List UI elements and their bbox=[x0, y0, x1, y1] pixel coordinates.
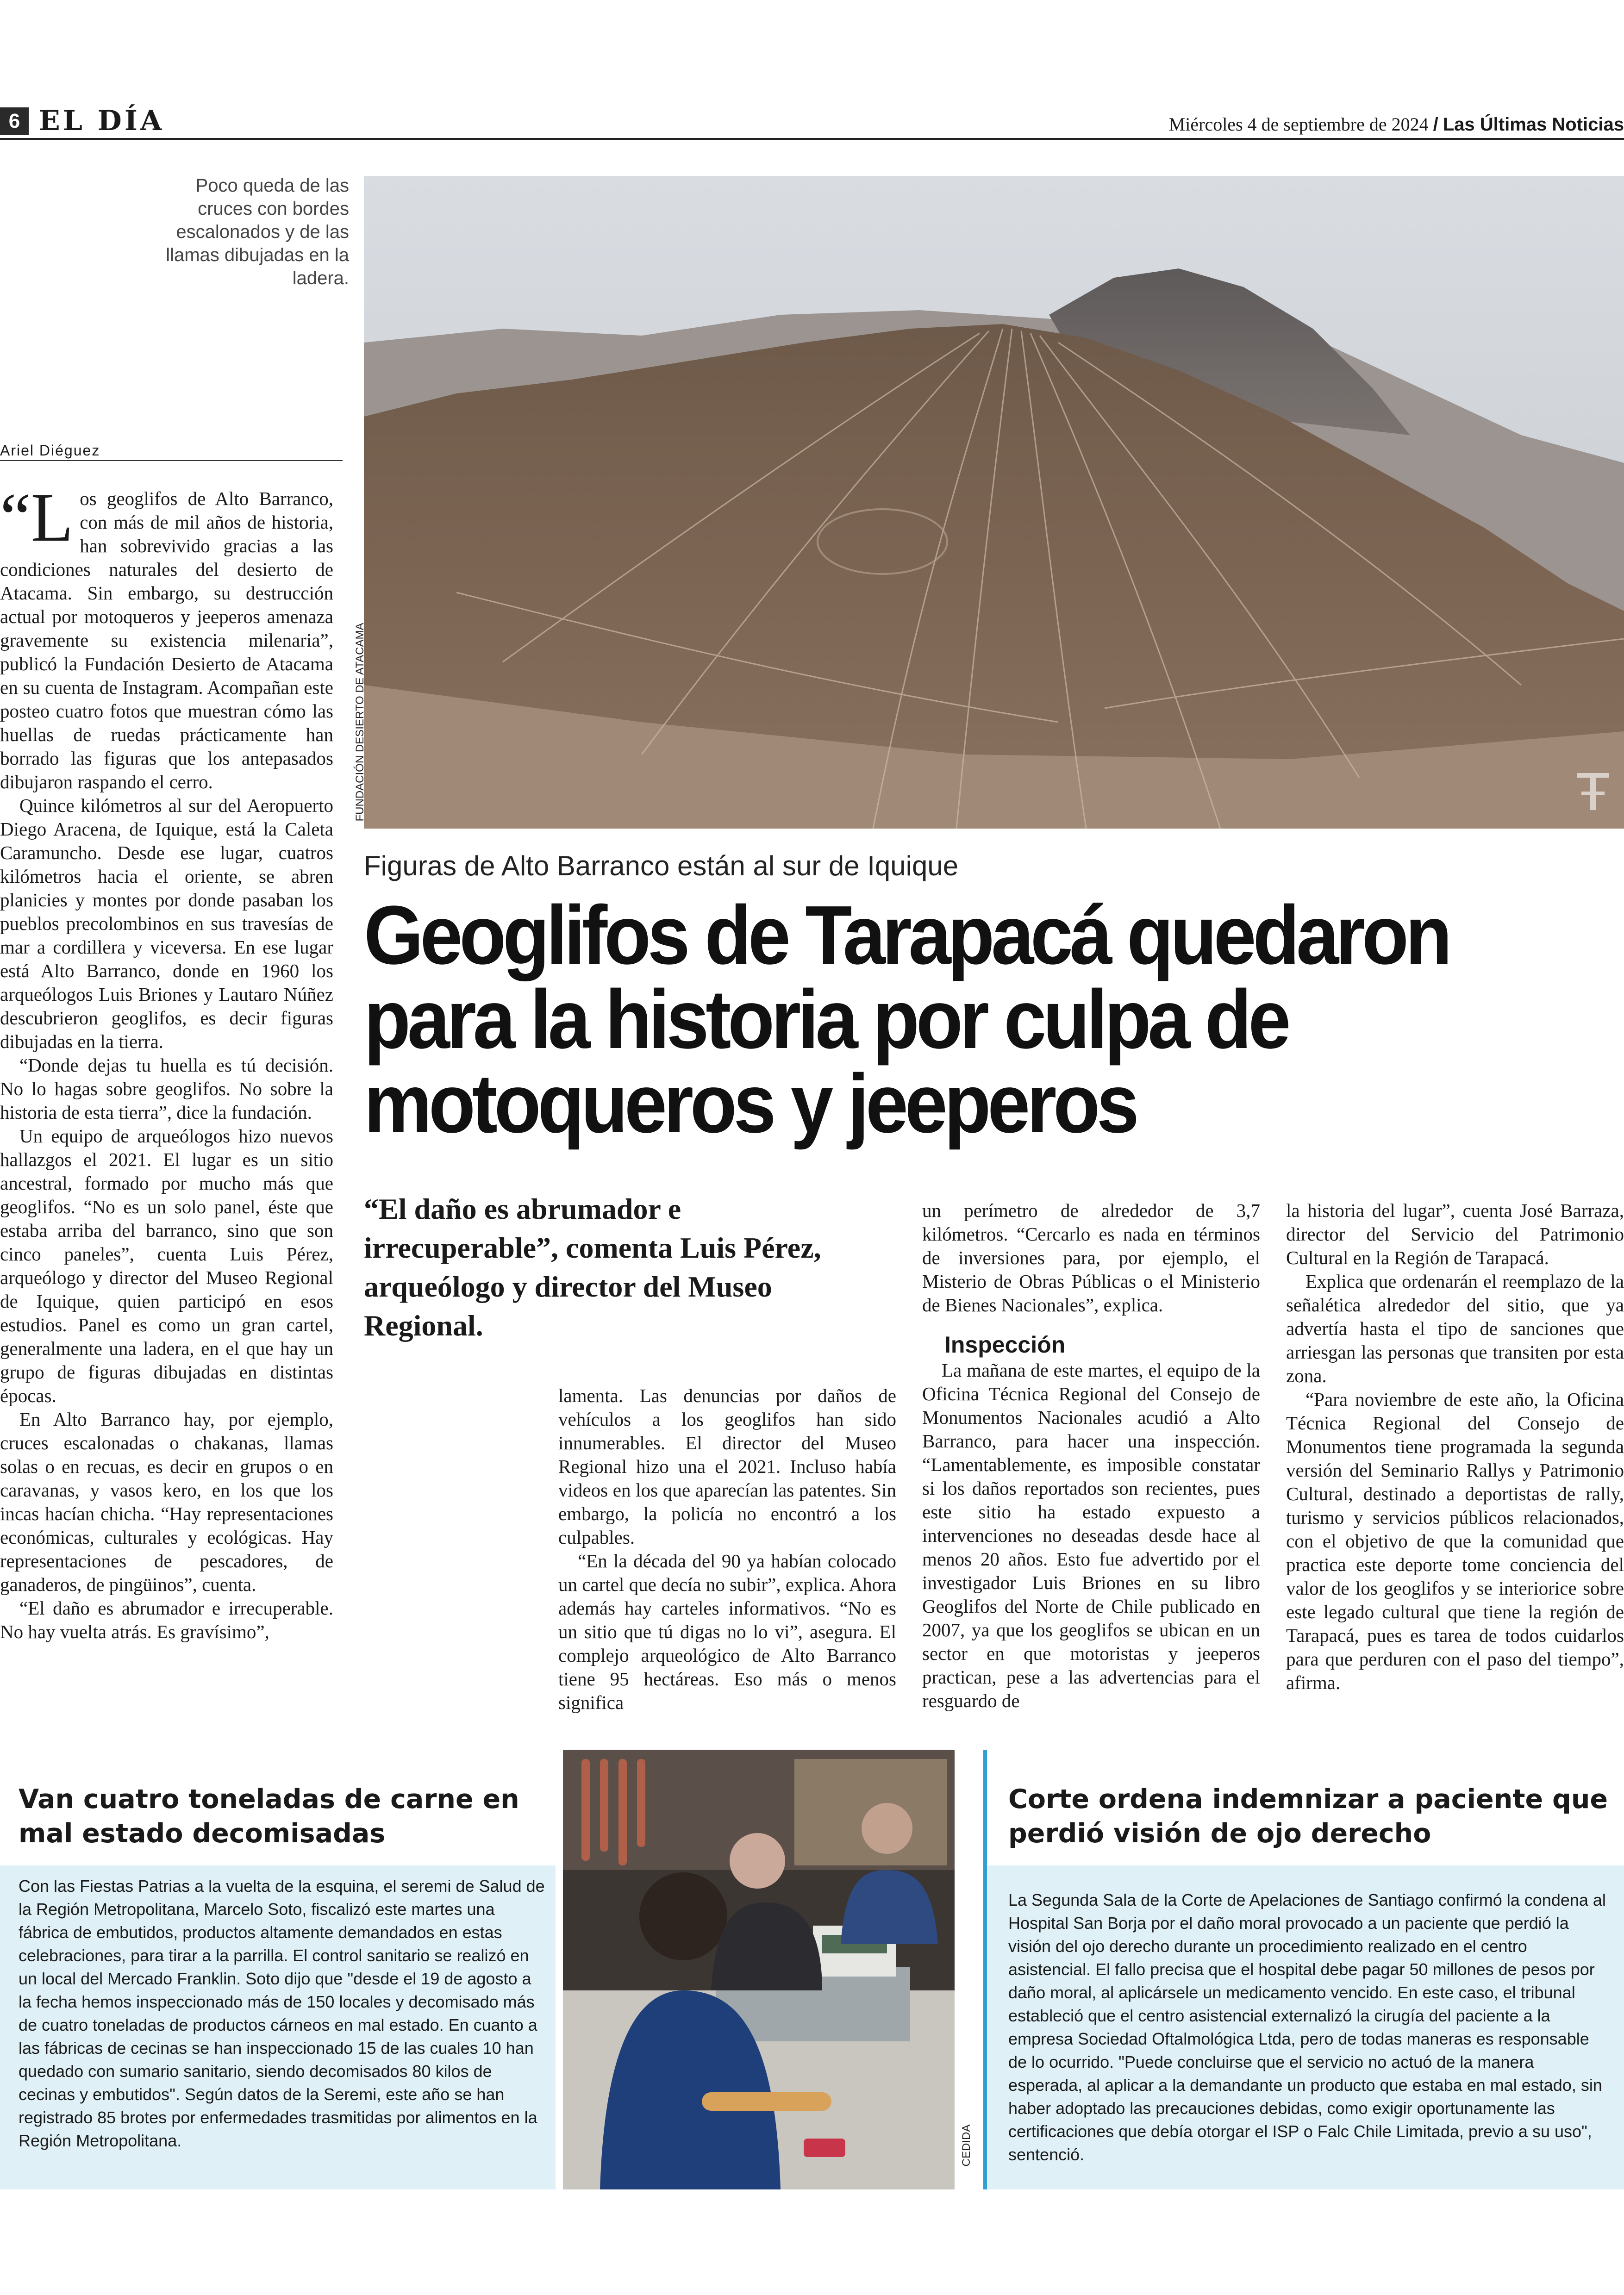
section-name: EL DÍA bbox=[39, 105, 165, 137]
article-column-3 bbox=[922, 1199, 1260, 1713]
article-deck: “El daño es abrumador e irrecuperable”, comenta Luis Pérez, arqueólogo y director del Museo Regional. bbox=[364, 1192, 821, 1342]
paragraph-text: os geoglifos de Alto Barranco, con más de mil años de historia, han sobrevivido gracias a las condiciones naturales del desierto de Atacama. Sin embargo, su destrucción actual por motoqueros y jeeperos amenaza gravemente su existencia milenaria”, publicó la Fundación Desierto de Atacama en su cuenta de Instagram. Acompañan este posteo cuatro fotos que muestran cómo las huellas de ruedas prácticamente han borrado las figuras que los antepasados dibujaron raspando el cerro. bbox=[0, 488, 333, 792]
photo-caption: Poco queda de las cruces con bordes escalonados y de las llamas dibujadas en la ladera. bbox=[166, 175, 349, 288]
page-number: 6 bbox=[0, 107, 29, 135]
article-kicker: Figuras de Alto Barranco están al sur de Iquique bbox=[364, 850, 959, 881]
article-paragraph: lamenta. Las denuncias por daños de vehículos a los geoglifos han sido innumerables. El director del Museo Regional hizo una el 2021. Incluso había videos en los que aparecían las patentes. Sin embargo, la policía no encontró a los culpables. bbox=[558, 1385, 896, 1548]
hero-photo-illustration bbox=[364, 176, 1624, 829]
brief-photo-credit-text: CEDIDA bbox=[960, 2124, 973, 2167]
article-paragraph: Un equipo de arqueólogos hizo nuevos hallazgos el 2021. El lugar es un sitio ancestral, formado por mucho más que geoglifos. “No es un solo panel, éste que estaba arriba del barranco, sino que son cinco paneles”, cuenta Luis Pérez, arqueólogo y director del Museo Regional de Iquique, quien participó en esos estudios. Panel es como un gran cartel, generalmente una ladera, en el que hay un grupo de figuras dibujadas en distintas épocas. bbox=[0, 1125, 333, 1406]
dateline-separator: / bbox=[1433, 114, 1438, 135]
hero-photo-geoglyph-hill bbox=[364, 176, 1624, 829]
dateline bbox=[1169, 113, 1624, 136]
article-paragraph: “Donde dejas tu huella es tú decisión. No lo hagas sobre geoglifos. No sobre la historia de esta tierra”, dice la fundación. bbox=[0, 1054, 333, 1123]
article-subhead: Inspección bbox=[944, 1332, 1066, 1358]
article-paragraph: Explica que ordenarán el reemplazo de la señalética alrededor del sitio, que ya advertía hasta el tipo de sanciones que arriesgan las personas que transiten por esta zona. bbox=[1286, 1271, 1624, 1386]
article-paragraph: “Para noviembre de este año, la Oficina Técnica Regional del Consejo de Monumentos tiene programada la segunda versión del Seminario Rallys y Patrimonio Cultural, destinado a deportistas de rally, turismo y servicios públicos relacionados, con el objetivo de que la comunidad que practica este deporte tome conciencia del valor de los geoglifos y se interiorice sobre este legado cultural que tiene la región de Tarapacá, pues es tarea de todos cuidarlos para que perduren con el paso del tiempo”, afirma. bbox=[1286, 1389, 1624, 1693]
issue-date: Miércoles 4 de septiembre de 2024 bbox=[1168, 114, 1429, 135]
article-paragraph: Quince kilómetros al sur del Aeropuerto Diego Aracena, de Iquique, está la Caleta Caramuncho. Desde ese lugar, cuatros kilómetros hacia el oriente, se abren planicies y montes por donde pasaban los pueblos precolombinos en sus travesías de mar a cordillera y viceversa. En ese lugar está Alto Barranco, donde en 1960 los arqueólogos Luis Briones y Lautaro Núñez descubrieron geoglifos, es decir figuras dibujadas en la tierra. bbox=[0, 795, 333, 1052]
article-paragraph: “En la década del 90 ya habían colocado un cartel que decía no subir”, explica. Ahora además hay carteles informativos. “No es un sitio que tú digas no lo vi”, asegura. El complejo arqueológico de Alto Barranco tiene 95 hectáreas. Eso más o menos significa bbox=[558, 1550, 896, 1713]
article-paragraph: la historia del lugar”, cuenta José Barraza, director del Servicio del Patrimonio Cultural en la Región de Tarapacá. bbox=[1286, 1200, 1624, 1268]
brief-photo-illustration bbox=[563, 1750, 955, 2189]
byline-rule bbox=[0, 460, 343, 461]
brief-photo-meat-inspection bbox=[563, 1750, 955, 2189]
article-paragraph: “El daño es abrumador e irrecuperable. No hay vuelta atrás. Es gravísimo”, bbox=[0, 1597, 333, 1642]
photo-credit bbox=[349, 616, 368, 829]
brief-right-accent-bar bbox=[983, 1750, 987, 2189]
brief-left-text: Con las Fiestas Patrias a la vuelta de la esquina, el seremi de Salud de la Región Metropolitana, Marcelo Soto, fiscalizó este martes una fábrica de embutidos, productos altamente demandados en estas celebraciones, para tirar a la parrilla. El control sanitario se realizó en un local del Mercado Franklin. Soto dijo que "desde el 19 de agosto a la fecha hemos inspeccionado más de 150 locales y decomisado más de cuatro toneladas de productos cárneos en mal estado. En cuanto a las fábricas de cecinas se han inspeccionado 15 de las cuales 10 han quedado con sumario sanitario, siendo decomisados 80 kilos de cecinas y embutidos". Según datos de la Seremi, este año se han registrado 85 brotes por enfermedades trasmitidas por alimentos en la Región Metropolitana. bbox=[19, 1877, 545, 2150]
brief-right-title: Corte ordena indemnizar a paciente que perdió visión de ojo derecho bbox=[1008, 1784, 1608, 1849]
article-column-2 bbox=[558, 1384, 896, 1715]
brief-left-title: Van cuatro toneladas de carne en mal estado decomisadas bbox=[19, 1784, 519, 1849]
article-column-4 bbox=[1286, 1199, 1624, 1695]
brief-right-text: La Segunda Sala de la Corte de Apelaciones de Santiago confirmó la condena al Hospital San Borja por el daño moral provocado a un paciente que perdió la visión del ojo derecho durante un procedimiento realizado en el centro asistencial. El fallo precisa que el hospital debe pagar 50 millones de pesos por daño moral, al aplicársele un medicamento vencido. En este caso, el tribunal estableció que el centro asistencial externalizó la cirugía del paciente a la empresa Sociedad Oftalmológica Ltda, pero de todas maneras es responsable de lo ocurrido. "Puede concluirse que el servicio no actuó de la manera esperada, al aplicar a la demandante un producto que estaba en mal estado, sin haber adoptado las precauciones debidas, como exigir oportunamente las certificaciones que debía otorgar el ISP o Falc Chile Limitada, previo a su uso", sentenció. bbox=[1008, 1890, 1606, 2164]
publication-name: Las Últimas Noticias bbox=[1443, 114, 1624, 135]
byline: Ariel Diéguez bbox=[0, 442, 100, 459]
article-headline: Geoglifos de Tarapacá quedaron para la historia por culpa de motoqueros y jeeperos bbox=[364, 889, 1449, 1150]
drop-cap: “L bbox=[0, 479, 74, 556]
article-paragraph: En Alto Barranco hay, por ejemplo, cruces escalonadas o chakanas, llamas solas o en recuas, es decir en grupos o en caravanas, y vasos kero, en los que los incas hacían chicha. “Hay representaciones económicas, culturales y ecológicas. Hay representaciones de pescadores, de ganaderos, de pingüinos”, cuenta. bbox=[0, 1409, 333, 1595]
article-paragraph: un perímetro de alrededor de 3,7 kilómetros. “Cercarlo es nada en términos de inversiones para, por ejemplo, el Misterio de Obras Públicas o el Ministerio de Bienes Nacionales”, explica. bbox=[922, 1200, 1260, 1316]
photo-credit-text: FUNDACIÓN DESIERTO DE ATACAMA bbox=[354, 623, 366, 822]
brief-photo-credit bbox=[956, 2102, 974, 2189]
article-column-1 bbox=[0, 479, 333, 1644]
article-paragraph bbox=[0, 479, 333, 794]
article-paragraph: La mañana de este martes, el equipo de la Oficina Técnica Regional del Consejo de Monumentos Nacionales acudió a Alto Barranco, para hacer una inspección. “Lamentablemente, es imposible constatar si los daños reportados son recientes, pues este sitio ha estado expuesto a intervenciones no deseadas desde hace al menos 20 años. Esto fue advertido por el investigador Luis Briones en su libro Geoglifos del Norte de Chile publicado en 2007, ya que los geoglifos se ubican en un sector en que motoristas y jeeperos practican, pese a las advertencias para el resguardo de bbox=[922, 1360, 1260, 1711]
header-rule bbox=[0, 138, 1624, 140]
